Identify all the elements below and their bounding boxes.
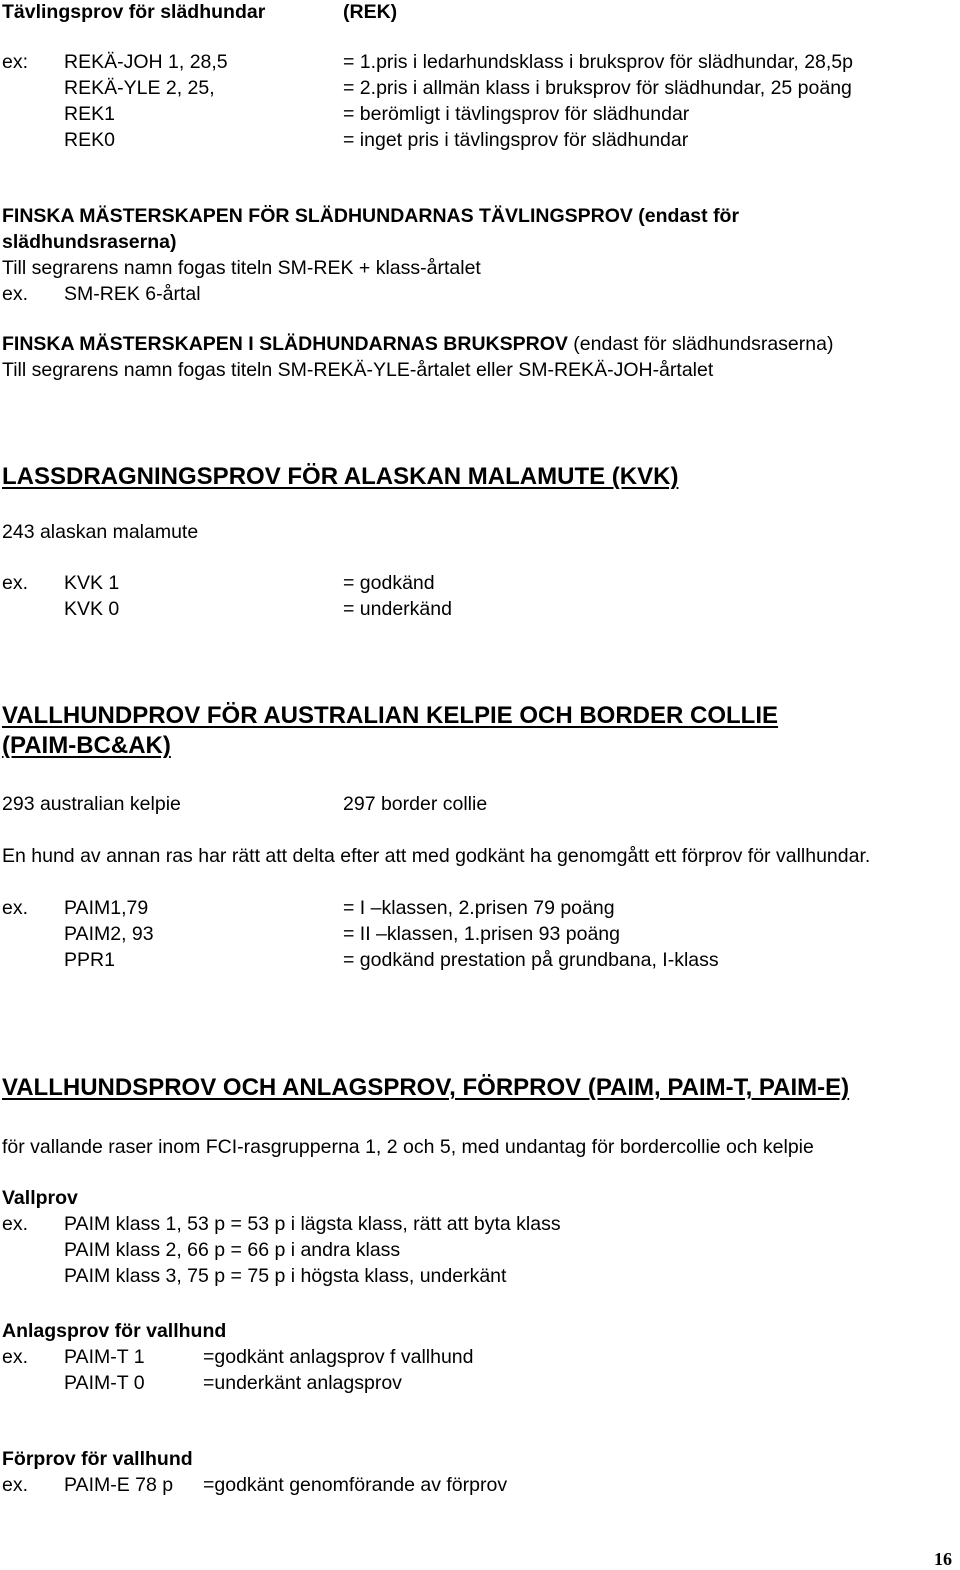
paim-bc-ex-label: ex. [2,897,29,919]
anlagsprov-ex-label: ex. [2,1346,29,1368]
paim-bc-row-desc: = II –klassen, 1.prisen 93 poäng [343,923,620,945]
vallprov-row: PAIM klass 1, 53 p = 53 p i lägsta klass, rätt att byta klass [64,1213,561,1235]
paim-bc-text: En hund av annan ras har rätt att delta efter att med godkänt ha genomgått ett förprov för vallhundar. [2,845,871,867]
rek-ex-label: ex: [2,51,29,73]
sm-reka-title [2,332,833,356]
rek-code: (REK) [343,1,398,23]
rek-row-desc: = berömligt i tävlingsprov för slädhundar [343,103,690,125]
kvk-ex-label: ex. [2,572,29,594]
kvk-row-desc: = godkänd [343,572,435,594]
sm-rek-ex-value: SM-REK 6-årtal [64,283,201,305]
anlagsprov-row-desc: =underkänt anlagsprov [203,1372,402,1394]
paim-bc-heading-line2: (PAIM-BC&AK) [2,732,171,759]
forprov-title: Förprov för vallhund [2,1448,193,1470]
kvk-breed: 243 alaskan malamute [2,521,199,543]
page-number: 16 [934,1549,952,1569]
rek-row-desc: = inget pris i tävlingsprov för slädhundar [343,129,689,151]
rek-row-code: REKÄ-YLE 2, 25, [64,77,215,99]
anlagsprov-row-desc: =godkänt anlagsprov f vallhund [203,1346,474,1368]
forprov-row-desc: =godkänt genomförande av förprov [203,1474,508,1496]
rek-row-code: REK1 [64,103,115,125]
sm-reka-title-normal: (endast för slädhundsraserna) [567,333,834,355]
sm-rek-title-line1: FINSKA MÄSTERSKAPEN FÖR SLÄDHUNDARNAS TÄVLINGSPROV (endast för [2,205,740,227]
paim-bc-row-code: PAIM1,79 [64,897,149,919]
rek-title: Tävlingsprov för slädhundar [2,1,266,23]
kvk-row-desc: = underkänd [343,598,452,620]
forprov-row-code: PAIM-E 78 p [64,1474,174,1496]
sm-reka-title-bold: FINSKA MÄSTERSKAPEN I SLÄDHUNDARNAS BRUKSPROV [2,333,568,355]
vallprov-ex-label: ex. [2,1213,29,1235]
paim-bc-row-desc: = I –klassen, 2.prisen 79 poäng [343,897,615,919]
forprov-ex-label: ex. [2,1474,29,1496]
paim-heading: VALLHUNDSPROV OCH ANLAGSPROV, FÖRPROV (PAIM, PAIM-T, PAIM-E) [2,1074,850,1101]
paim-bc-row-code: PAIM2, 93 [64,923,154,945]
paim-bc-breed1: 293 australian kelpie [2,793,181,815]
vallprov-row: PAIM klass 2, 66 p = 66 p i andra klass [64,1239,401,1261]
sm-rek-text: Till segrarens namn fogas titeln SM-REK + klass-årtalet [2,257,481,279]
anlagsprov-row-code: PAIM-T 0 [64,1372,145,1394]
sm-reka-text: Till segrarens namn fogas titeln SM-REKÄ-YLE-årtalet eller SM-REKÄ-JOH-årtalet [2,359,714,381]
kvk-row-code: KVK 0 [64,598,120,620]
paim-intro: för vallande raser inom FCI-rasgrupperna 1, 2 och 5, med undantag för bordercollie och kelpie [2,1136,814,1158]
paim-bc-row-desc: = godkänd prestation på grundbana, I-klass [343,949,719,971]
kvk-heading: LASSDRAGNINGSPROV FÖR ALASKAN MALAMUTE (KVK) [2,463,679,490]
sm-rek-title-line2: slädhundsraserna) [2,231,177,253]
anlagsprov-row-code: PAIM-T 1 [64,1346,145,1368]
sm-rek-ex-label: ex. [2,283,29,305]
kvk-row-code: KVK 1 [64,572,120,594]
rek-row-code: REKÄ-JOH 1, 28,5 [64,51,228,73]
paim-bc-breed2: 297 border collie [343,793,488,815]
anlagsprov-title: Anlagsprov för vallhund [2,1320,227,1342]
paim-bc-heading-line1: VALLHUNDPROV FÖR AUSTRALIAN KELPIE OCH BORDER COLLIE [2,702,779,729]
rek-row-code: REK0 [64,129,115,151]
rek-row-desc: = 1.pris i ledarhundsklass i bruksprov för slädhundar, 28,5p [343,51,853,73]
rek-row-desc: = 2.pris i allmän klass i bruksprov för slädhundar, 25 poäng [343,77,852,99]
vallprov-row: PAIM klass 3, 75 p = 75 p i högsta klass, underkänt [64,1265,507,1287]
vallprov-title: Vallprov [2,1187,78,1209]
paim-bc-row-code: PPR1 [64,949,115,971]
